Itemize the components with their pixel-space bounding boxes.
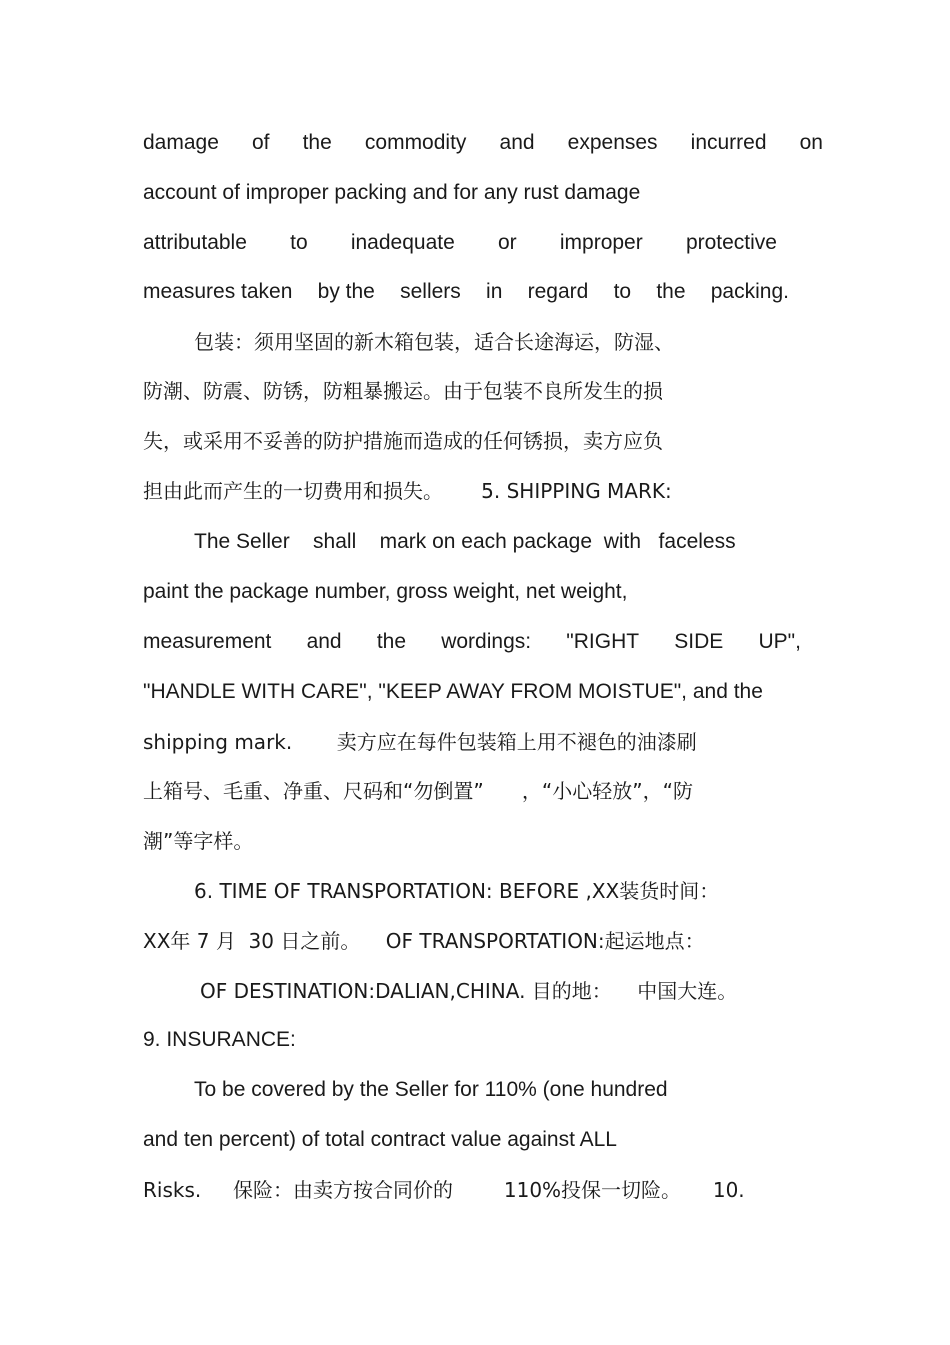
text-line-6: 防潮、防震、防锈，防粗暴搬运。由于包装不良所发生的损 [143, 379, 663, 403]
word: packing. [710, 280, 789, 303]
word: the [302, 131, 332, 154]
text-line-15: 潮”等字样。 [143, 829, 254, 853]
word: measurement [143, 630, 272, 653]
text-line-18: OF DESTINATION:DALIAN,CHINA. 目的地： 中国大连。 [200, 979, 738, 1003]
word: UP", [758, 630, 801, 653]
text-line-22: Risks. 保险：由卖方按合同价的 110%投保一切险。 10. [143, 1178, 745, 1202]
text-line-13: shipping mark. 卖方应在每件包装箱上用不褪色的油漆刷 [143, 730, 697, 754]
text-line-12: "HANDLE WITH CARE", "KEEP AWAY FROM MOISTUE", and the [143, 680, 763, 703]
word: to [290, 231, 308, 254]
word: commodity [364, 131, 467, 154]
word: damage [143, 131, 219, 154]
text-line-17: XX年 7 月 30 日之前。 OF TRANSPORTATION:起运地点： [143, 929, 705, 953]
text-line-19: 9. INSURANCE: [143, 1028, 296, 1051]
text-line-10: paint the package number, gross weight, net weight, [143, 580, 628, 603]
text-line-4 [143, 280, 789, 330]
word: wordings: [441, 630, 532, 653]
text-line-9: The Seller shall mark on each package with faceless [194, 530, 736, 553]
text-line-14: 上箱号、毛重、净重、尺码和“勿倒置” ，“小心轻放”，“防 [143, 779, 693, 803]
text-line-2: account of improper packing and for any rust damage [143, 181, 641, 204]
word: sellers [400, 280, 461, 303]
word: and [306, 630, 342, 653]
word: improper [559, 231, 643, 254]
word: by the [317, 280, 375, 303]
word: inadequate [350, 231, 455, 254]
word: or [497, 231, 517, 254]
text-line-21: and ten percent) of total contract value against ALL [143, 1128, 617, 1151]
word: regard [527, 280, 589, 303]
word: attributable [143, 231, 247, 254]
word: incurred [690, 131, 767, 154]
text-line-1 [143, 131, 823, 181]
word: protective [685, 231, 777, 254]
text-line-8: 担由此而产生的一切费用和损失。 5. SHIPPING MARK: [143, 479, 672, 503]
text-line-7: 失，或采用不妥善的防护措施而造成的任何锈损，卖方应负 [143, 429, 663, 453]
word: the [656, 280, 686, 303]
word: in [486, 280, 503, 303]
word: "RIGHT [566, 630, 640, 653]
text-line-16: 6. TIME OF TRANSPORTATION: BEFORE ,XX装货时间： [194, 879, 720, 903]
word: the [376, 630, 407, 653]
word: and [499, 131, 535, 154]
text-line-11 [143, 630, 801, 680]
word: expenses [567, 131, 658, 154]
word: measures taken [143, 280, 293, 303]
word: of [251, 131, 270, 154]
word: on [799, 131, 823, 154]
word: SIDE [674, 630, 724, 653]
text-line-5: 包装：须用坚固的新木箱包装，适合长途海运，防湿、 [194, 330, 674, 354]
text-line-20: To be covered by the Seller for 110% (one hundred [194, 1078, 668, 1101]
text-line-3 [143, 231, 777, 281]
word: to [613, 280, 632, 303]
